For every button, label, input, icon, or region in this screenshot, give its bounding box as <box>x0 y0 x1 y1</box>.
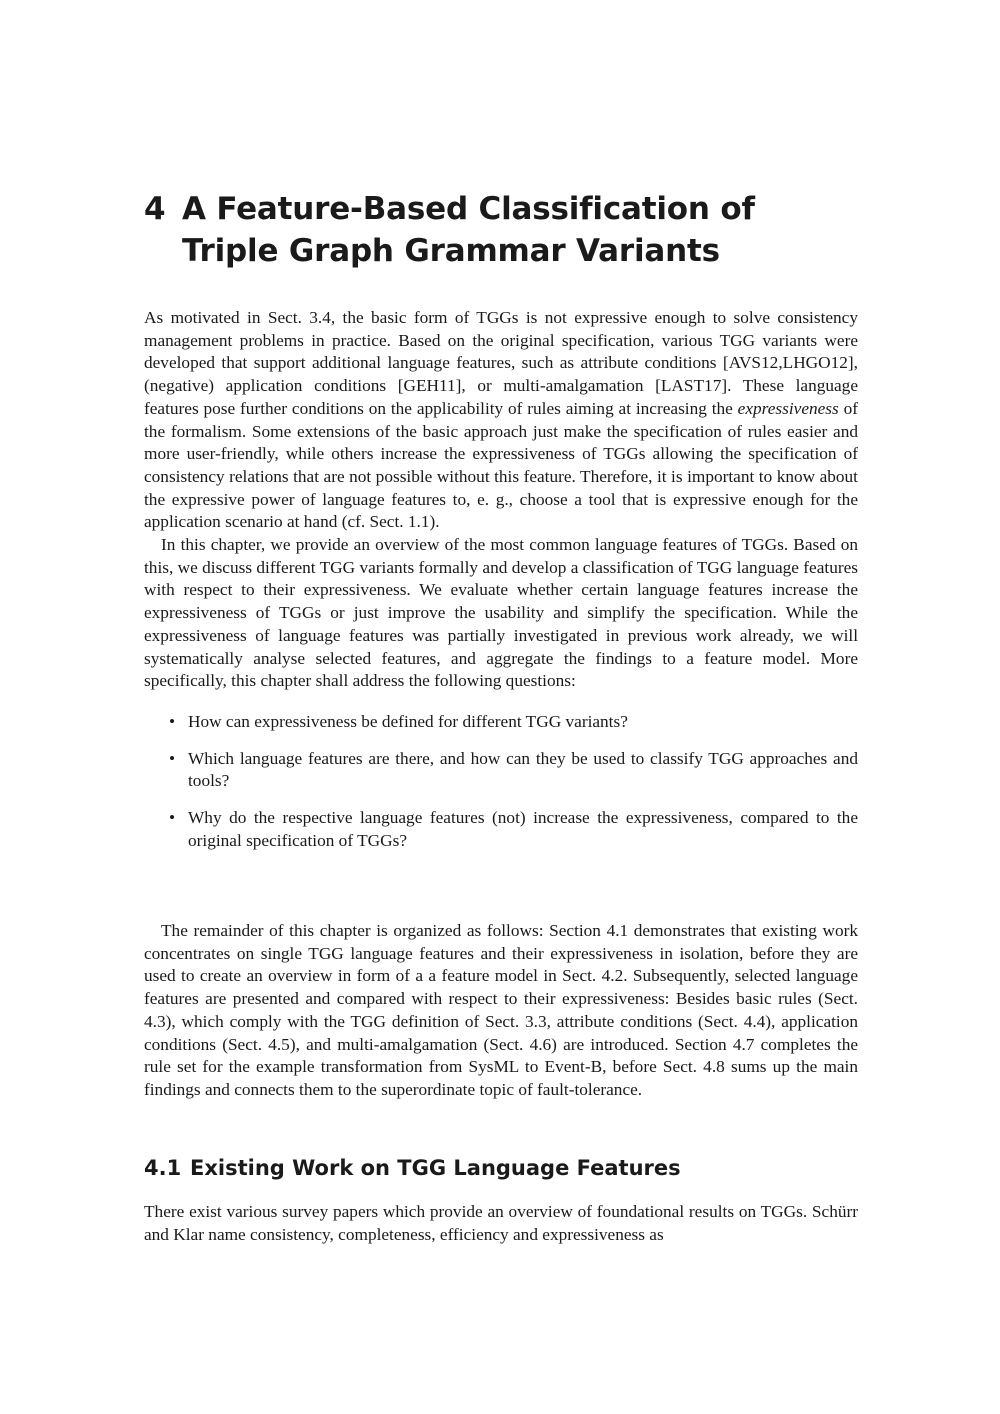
section-heading <box>144 1153 858 1183</box>
list-item-text: How can expressiveness be defined for different TGG variants? <box>188 711 628 731</box>
chapter-outline <box>144 920 858 1102</box>
intro-emphasis: expressiveness <box>737 398 839 418</box>
bullet-icon: • <box>169 711 176 731</box>
section-number: 4.1 <box>144 1156 182 1180</box>
list-item <box>144 748 858 793</box>
chapter-title-text: A Feature-Based Classification of Triple Graph Grammar Variants <box>182 191 755 269</box>
section-paragraph: There exist various survey papers which provide an overview of foundational results on TGGs. Schürr and Klar name consistency, completeness, efficiency and expressiveness as <box>144 1202 858 1244</box>
bullet-icon: • <box>169 808 176 828</box>
bullet-icon: • <box>169 748 176 768</box>
questions-list <box>144 711 858 853</box>
chapter-number: 4 <box>144 191 166 227</box>
intro-paragraph-2: In this chapter, we provide an overview of the most common language features of TGGs. Based on this, we discuss different TGG variants formally and develop a classification of TGG language features with respect to their expressiveness. We evaluate whether certain language features increase the expressiveness of TGGs or just improve the usability and simplify the specification. While the expressiveness of language features was partially investigated in previous work already, we will systematically analyse selected features, and aggregate the findings to a feature model. More specifically, this chapter shall address the following questions: <box>144 535 858 691</box>
chapter-title <box>144 188 858 272</box>
list-item-text: Why do the respective language features (not) increase the expressiveness, compared to the original specification of TGGs? <box>188 808 858 850</box>
section-body <box>144 1201 858 1246</box>
intro-paragraph-1-text-b: of the formalism. Some extensions of the basic approach just make the specification of rules easier and more user-friendly, while others increase the expressiveness of TGGs allowing the specification of consistency relations that are not possible without this feature. Therefore, it is important to know about the expressive power of language features to, e. g., choose a tool that is expressive enough for the application scenario at hand (cf. Sect. 1.1). <box>144 398 859 532</box>
intro-paragraph-1 <box>144 307 858 534</box>
list-item <box>144 807 858 852</box>
outline-paragraph: The remainder of this chapter is organized as follows: Section 4.1 demonstrates that existing work concentrates on single TGG language features and their expressiveness in isolation, before they are used to create an overview in form of a a feature model in Sect. 4.2. Subsequently, selected language features are presented and compared with respect to their expressiveness: Besides basic rules (Sect. 4.3), which comply with the TGG definition of Sect. 3.3, attribute conditions (Sect. 4.4), application conditions (Sect. 4.5), and multi-amalgamation (Sect. 4.6) are introduced. Section 4.7 completes the rule set for the example transformation from SysML to Event-B, before Sect. 4.8 sums up the main findings and connects them to the superordinate topic of fault-tolerance. <box>144 921 858 1099</box>
list-item-text: Which language features are there, and how can they be used to classify TGG approaches and tools? <box>188 748 858 791</box>
intro-paragraph-1-text-a: As motivated in Sect. 3.4, the basic form of TGGs is not expressive enough to solve consistency management problems in practice. Based on the original specification, various TGG variants were developed that support additional language features, such as attribute conditions [AVS12,LHGO12], (negative) application conditions [GEH11], or multi-amalgamation [LAST17]. These language features pose further conditions on the applicability of rules aiming at increasing the <box>144 308 858 418</box>
list-item <box>144 711 858 734</box>
section-title: Existing Work on TGG Language Features <box>190 1156 681 1180</box>
intro-section <box>144 307 858 866</box>
